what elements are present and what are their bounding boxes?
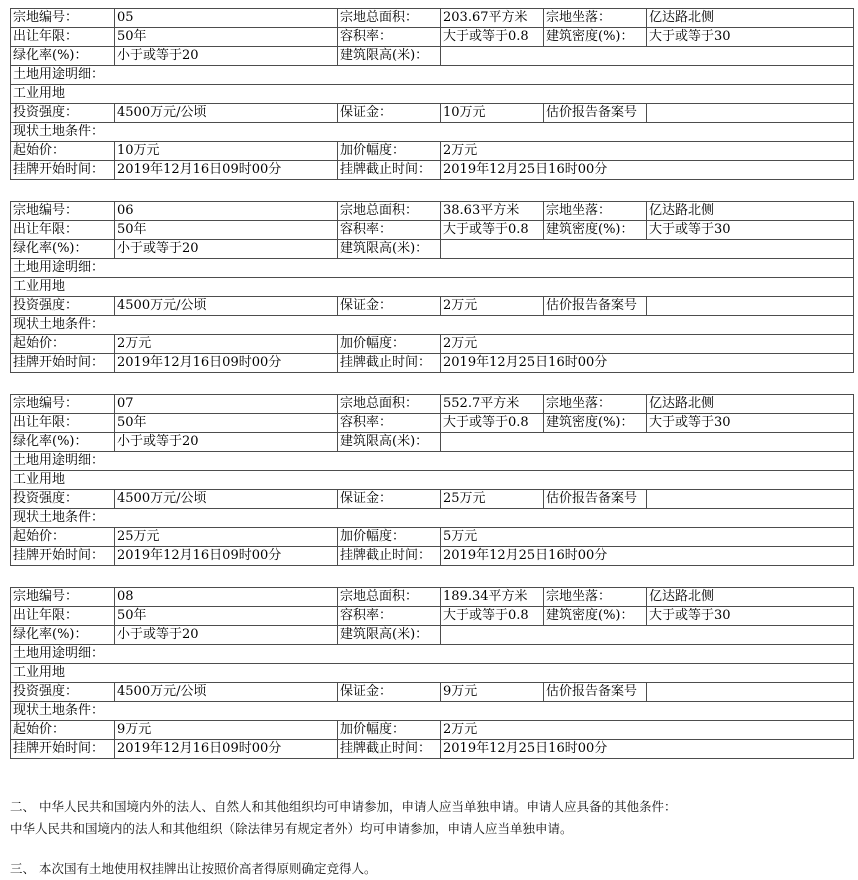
total-area-label: 宗地总面积： [338, 9, 441, 28]
start-price-label: 起始价： [11, 142, 115, 161]
far-value: 大于或等于0.8 [441, 607, 544, 626]
appraisal-value [647, 104, 854, 123]
location-label: 宗地坐落： [544, 588, 647, 607]
parcel-table [10, 8, 854, 180]
deposit-label: 保证金： [338, 297, 441, 316]
status-label: 现状土地条件： [11, 316, 854, 335]
term-value: 50年 [115, 28, 338, 47]
height-label: 建筑限高(米)： [338, 240, 441, 259]
green-value: 小于或等于20 [115, 433, 338, 452]
table-row [11, 9, 854, 28]
table-row [11, 471, 854, 490]
start-time-value: 2019年12月16日09时00分 [115, 547, 338, 566]
investment-value: 4500万元/公顷 [115, 104, 338, 123]
table-row [11, 202, 854, 221]
table-row [11, 297, 854, 316]
height-value [441, 626, 854, 645]
deposit-value: 2万元 [441, 297, 544, 316]
table-row [11, 740, 854, 759]
density-label: 建筑密度(%)： [544, 28, 647, 47]
table-row [11, 414, 854, 433]
increment-value: 2万元 [441, 335, 854, 354]
appraisal-label: 估价报告备案号 [544, 297, 647, 316]
deposit-label: 保证金： [338, 104, 441, 123]
table-row [11, 104, 854, 123]
term-label: 出让年限： [11, 28, 115, 47]
parcel-no-label: 宗地编号： [11, 395, 115, 414]
term-label: 出让年限： [11, 607, 115, 626]
table-row [11, 66, 854, 85]
section-three-line1: 三、 本次国有土地使用权挂牌出让按照价高者得原则确定竞得人。 [10, 861, 377, 876]
parcel-no-value: 08 [115, 588, 338, 607]
far-value: 大于或等于0.8 [441, 28, 544, 47]
density-value: 大于或等于30 [647, 28, 854, 47]
end-time-value: 2019年12月25日16时00分 [441, 161, 854, 180]
use-value: 工业用地 [11, 85, 854, 104]
increment-value: 2万元 [441, 142, 854, 161]
start-time-value: 2019年12月16日09时00分 [115, 354, 338, 373]
status-label: 现状土地条件： [11, 509, 854, 528]
table-row [11, 547, 854, 566]
table-row [11, 490, 854, 509]
table-row [11, 588, 854, 607]
parcel-table [10, 394, 854, 566]
start-price-value: 9万元 [115, 721, 338, 740]
end-time-label: 挂牌截止时间： [338, 354, 441, 373]
use-detail-label: 土地用途明细： [11, 259, 854, 278]
location-value: 亿达路北侧 [647, 202, 854, 221]
start-price-value: 10万元 [115, 142, 338, 161]
table-row [11, 528, 854, 547]
end-time-value: 2019年12月25日16时00分 [441, 354, 854, 373]
density-label: 建筑密度(%)： [544, 414, 647, 433]
green-label: 绿化率(%)： [11, 47, 115, 66]
total-area-value: 203.67平方米 [441, 9, 544, 28]
use-detail-label: 土地用途明细： [11, 66, 854, 85]
deposit-value: 25万元 [441, 490, 544, 509]
end-time-label: 挂牌截止时间： [338, 740, 441, 759]
start-time-label: 挂牌开始时间： [11, 354, 115, 373]
height-label: 建筑限高(米)： [338, 47, 441, 66]
start-price-value: 2万元 [115, 335, 338, 354]
table-row [11, 335, 854, 354]
use-value: 工业用地 [11, 471, 854, 490]
table-row [11, 28, 854, 47]
deposit-label: 保证金： [338, 490, 441, 509]
term-value: 50年 [115, 414, 338, 433]
parcel-no-label: 宗地编号： [11, 588, 115, 607]
term-value: 50年 [115, 221, 338, 240]
deposit-value: 10万元 [441, 104, 544, 123]
investment-label: 投资强度： [11, 683, 115, 702]
section-two-line2: 中华人民共和国境内的法人和其他组织（除法律另有规定者外）均可申请参加，申请人应当单独申请。 [10, 821, 573, 836]
start-price-label: 起始价： [11, 721, 115, 740]
green-value: 小于或等于20 [115, 240, 338, 259]
end-time-value: 2019年12月25日16时00分 [441, 740, 854, 759]
term-label: 出让年限： [11, 221, 115, 240]
investment-value: 4500万元/公顷 [115, 490, 338, 509]
appraisal-label: 估价报告备案号 [544, 490, 647, 509]
increment-label: 加价幅度： [338, 142, 441, 161]
end-time-label: 挂牌截止时间： [338, 161, 441, 180]
appraisal-value [647, 490, 854, 509]
height-value [441, 433, 854, 452]
total-area-value: 189.34平方米 [441, 588, 544, 607]
investment-value: 4500万元/公顷 [115, 683, 338, 702]
far-label: 容积率： [338, 28, 441, 47]
table-row [11, 626, 854, 645]
increment-label: 加价幅度： [338, 721, 441, 740]
total-area-label: 宗地总面积： [338, 588, 441, 607]
table-row [11, 240, 854, 259]
far-label: 容积率： [338, 414, 441, 433]
table-row [11, 721, 854, 740]
deposit-value: 9万元 [441, 683, 544, 702]
table-row [11, 142, 854, 161]
table-row [11, 316, 854, 335]
start-time-label: 挂牌开始时间： [11, 740, 115, 759]
table-row [11, 702, 854, 721]
density-value: 大于或等于30 [647, 607, 854, 626]
parcel-no-value: 06 [115, 202, 338, 221]
appraisal-value [647, 297, 854, 316]
parcel-table [10, 587, 854, 759]
table-row [11, 221, 854, 240]
use-detail-label: 土地用途明细： [11, 645, 854, 664]
section-two [10, 796, 850, 840]
start-price-label: 起始价： [11, 528, 115, 547]
far-value: 大于或等于0.8 [441, 414, 544, 433]
investment-label: 投资强度： [11, 297, 115, 316]
table-row [11, 607, 854, 626]
table-row [11, 85, 854, 104]
term-label: 出让年限： [11, 414, 115, 433]
use-value: 工业用地 [11, 278, 854, 297]
table-row [11, 509, 854, 528]
height-value [441, 47, 854, 66]
location-value: 亿达路北侧 [647, 588, 854, 607]
parcel-no-label: 宗地编号： [11, 202, 115, 221]
term-value: 50年 [115, 607, 338, 626]
table-row [11, 645, 854, 664]
parcel-no-value: 05 [115, 9, 338, 28]
table-row [11, 123, 854, 142]
green-value: 小于或等于20 [115, 47, 338, 66]
height-value [441, 240, 854, 259]
increment-value: 5万元 [441, 528, 854, 547]
table-row [11, 278, 854, 297]
far-label: 容积率： [338, 221, 441, 240]
use-value: 工业用地 [11, 664, 854, 683]
start-price-value: 25万元 [115, 528, 338, 547]
start-time-label: 挂牌开始时间： [11, 161, 115, 180]
start-time-label: 挂牌开始时间： [11, 547, 115, 566]
investment-label: 投资强度： [11, 104, 115, 123]
far-label: 容积率： [338, 607, 441, 626]
density-value: 大于或等于30 [647, 414, 854, 433]
parcel-table [10, 201, 854, 373]
investment-label: 投资强度： [11, 490, 115, 509]
parcel-no-label: 宗地编号： [11, 9, 115, 28]
end-time-label: 挂牌截止时间： [338, 547, 441, 566]
density-label: 建筑密度(%)： [544, 221, 647, 240]
location-value: 亿达路北侧 [647, 9, 854, 28]
density-label: 建筑密度(%)： [544, 607, 647, 626]
start-price-label: 起始价： [11, 335, 115, 354]
height-label: 建筑限高(米)： [338, 433, 441, 452]
use-detail-label: 土地用途明细： [11, 452, 854, 471]
increment-label: 加价幅度： [338, 335, 441, 354]
appraisal-label: 估价报告备案号 [544, 104, 647, 123]
green-label: 绿化率(%)： [11, 626, 115, 645]
height-label: 建筑限高(米)： [338, 626, 441, 645]
table-row [11, 664, 854, 683]
total-area-value: 552.7平方米 [441, 395, 544, 414]
density-value: 大于或等于30 [647, 221, 854, 240]
end-time-value: 2019年12月25日16时00分 [441, 547, 854, 566]
green-label: 绿化率(%)： [11, 433, 115, 452]
table-row [11, 683, 854, 702]
investment-value: 4500万元/公顷 [115, 297, 338, 316]
table-row [11, 47, 854, 66]
appraisal-value [647, 683, 854, 702]
table-row [11, 354, 854, 373]
section-two-line1: 二、 中华人民共和国境内外的法人、自然人和其他组织均可申请参加，申请人应当单独申请。申请人应具备的其他条件： [10, 799, 677, 814]
increment-label: 加价幅度： [338, 528, 441, 547]
table-row [11, 433, 854, 452]
deposit-label: 保证金： [338, 683, 441, 702]
total-area-label: 宗地总面积： [338, 395, 441, 414]
start-time-value: 2019年12月16日09时00分 [115, 740, 338, 759]
table-row [11, 395, 854, 414]
table-row [11, 161, 854, 180]
green-value: 小于或等于20 [115, 626, 338, 645]
status-label: 现状土地条件： [11, 123, 854, 142]
location-label: 宗地坐落： [544, 9, 647, 28]
increment-value: 2万元 [441, 721, 854, 740]
appraisal-label: 估价报告备案号 [544, 683, 647, 702]
location-label: 宗地坐落： [544, 395, 647, 414]
location-value: 亿达路北侧 [647, 395, 854, 414]
table-row [11, 259, 854, 278]
start-time-value: 2019年12月16日09时00分 [115, 161, 338, 180]
status-label: 现状土地条件： [11, 702, 854, 721]
green-label: 绿化率(%)： [11, 240, 115, 259]
section-three [10, 858, 850, 880]
far-value: 大于或等于0.8 [441, 221, 544, 240]
total-area-label: 宗地总面积： [338, 202, 441, 221]
total-area-value: 38.63平方米 [441, 202, 544, 221]
table-row [11, 452, 854, 471]
location-label: 宗地坐落： [544, 202, 647, 221]
parcel-no-value: 07 [115, 395, 338, 414]
